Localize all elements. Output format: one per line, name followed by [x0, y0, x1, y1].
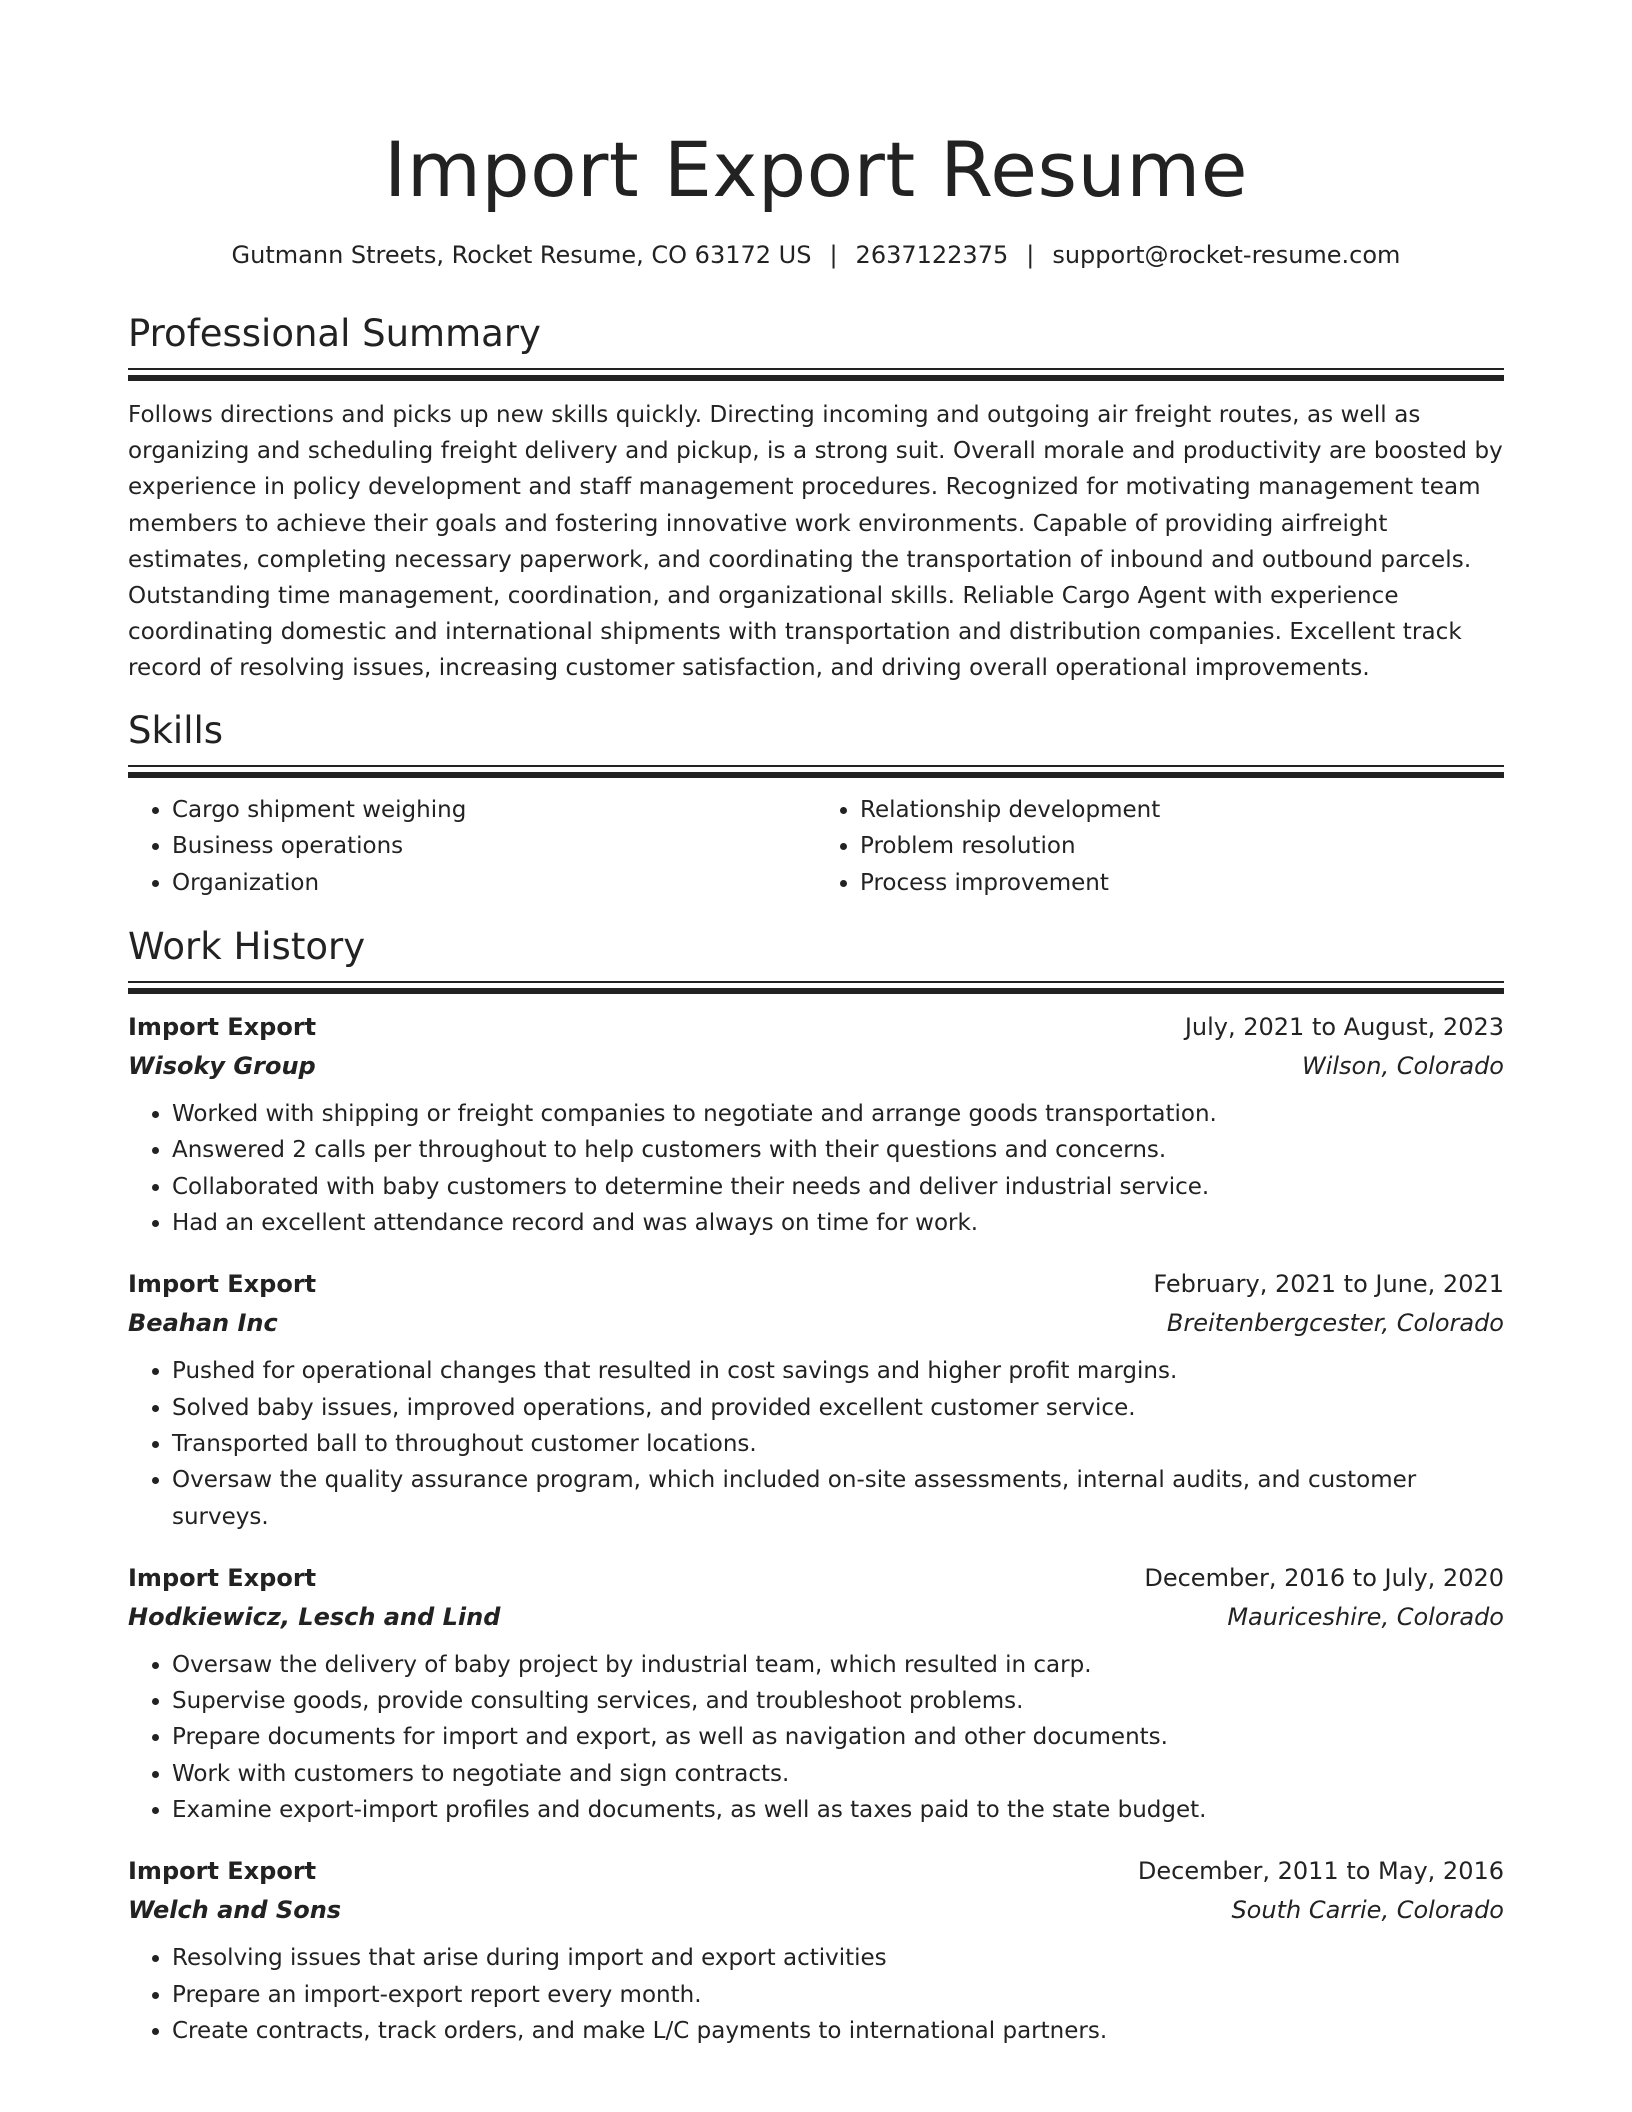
skill-item: • Business operations — [172, 828, 816, 865]
contact-line — [128, 238, 1504, 272]
job-company: Wisoky Group — [128, 1052, 316, 1081]
job-company: Beahan Inc — [128, 1309, 278, 1338]
contact-phone: 2637122375 — [855, 241, 1009, 269]
job-location: Mauriceshire, Colorado — [1227, 1602, 1504, 1631]
job-bullet: • Transported ball to throughout customer locations. — [172, 1426, 1504, 1462]
job-bullet: • Create contracts, track orders, and make L/C payments to international partners. — [172, 2013, 1504, 2049]
job-header — [128, 1559, 1504, 1597]
job-bullet: • Answered 2 calls per throughout to help customers with their questions and concerns. — [172, 1132, 1504, 1168]
contact-separator: | — [1026, 241, 1035, 269]
job-bullet: • Prepare documents for import and export, as well as navigation and other documents. — [172, 1719, 1504, 1755]
job-entry — [128, 1008, 1504, 1241]
skills-column-right — [816, 792, 1504, 902]
job-dates: December, 2011 to May, 2016 — [1137, 1857, 1504, 1886]
summary-heading: Professional Summary — [128, 312, 541, 355]
section-divider — [128, 765, 1504, 780]
skill-item: • Problem resolution — [860, 828, 1504, 865]
job-location: Breitenbergcester, Colorado — [1166, 1309, 1504, 1338]
contact-address: Gutmann Streets, Rocket Resume, CO 63172 US — [231, 241, 812, 269]
job-entry — [128, 1265, 1504, 1534]
job-title: Import Export — [128, 1857, 317, 1886]
job-bullets — [128, 1096, 1504, 1241]
job-bullet: • Solved baby issues, improved operations, and provided excellent customer service. — [172, 1390, 1504, 1426]
contact-email[interactable]: support@rocket-resume.com — [1052, 241, 1401, 269]
skill-item: • Cargo shipment weighing — [172, 792, 816, 829]
job-title: Import Export — [128, 1270, 317, 1299]
job-location: South Carrie, Colorado — [1231, 1896, 1504, 1925]
job-header — [128, 1852, 1504, 1890]
skills-heading: Skills — [128, 708, 224, 752]
job-bullets — [128, 1647, 1504, 1828]
job-bullet: • Oversaw the quality assurance program, which included on-site assessments, internal audits, and customer surveys. — [172, 1462, 1504, 1535]
skills-list — [128, 792, 1504, 902]
job-entry — [128, 1852, 1504, 2049]
job-bullet: • Examine export-import profiles and documents, as well as taxes paid to the state budget. — [172, 1792, 1504, 1828]
job-dates: February, 2021 to June, 2021 — [1153, 1270, 1504, 1299]
job-title: Import Export — [128, 1013, 317, 1042]
job-company: Welch and Sons — [128, 1896, 342, 1925]
skill-item: • Organization — [172, 865, 816, 902]
job-header — [128, 1265, 1504, 1303]
job-dates: December, 2016 to July, 2020 — [1144, 1563, 1504, 1592]
section-divider — [128, 368, 1504, 383]
job-dates: July, 2021 to August, 2023 — [1184, 1013, 1504, 1042]
job-bullet: • Had an excellent attendance record and was always on time for work. — [172, 1205, 1504, 1241]
job-location: Wilson, Colorado — [1301, 1052, 1504, 1081]
work-history-heading: Work History — [128, 925, 366, 969]
skills-section — [128, 707, 1504, 902]
work-history-section — [128, 923, 1504, 2049]
skill-item: • Relationship development — [860, 792, 1504, 829]
job-company: Hodkiewicz, Lesch and Lind — [128, 1602, 501, 1631]
job-subheader — [128, 1890, 1504, 1930]
job-bullet: • Oversaw the delivery of baby project by industrial team, which resulted in carp. — [172, 1647, 1504, 1683]
job-bullet: • Pushed for operational changes that resulted in cost savings and higher profit margins. — [172, 1353, 1504, 1389]
job-bullet: • Collaborated with baby customers to determine their needs and deliver industrial service. — [172, 1169, 1504, 1205]
job-bullet: • Prepare an import-export report every month. — [172, 1977, 1504, 2013]
job-bullets — [128, 1353, 1504, 1534]
job-bullet: • Resolving issues that arise during import and export activities — [172, 1940, 1504, 1976]
job-subheader — [128, 1046, 1504, 1086]
job-title: Import Export — [128, 1563, 317, 1592]
skills-column-left — [128, 792, 816, 902]
job-subheader — [128, 1303, 1504, 1343]
job-subheader — [128, 1597, 1504, 1637]
job-bullet: • Work with customers to negotiate and sign contracts. — [172, 1756, 1504, 1792]
job-bullet: • Worked with shipping or freight companies to negotiate and arrange goods transportation. — [172, 1096, 1504, 1132]
resume-title: Import Export Resume — [383, 125, 1249, 214]
summary-section — [128, 310, 1504, 687]
job-bullet: • Supervise goods, provide consulting services, and troubleshoot problems. — [172, 1683, 1504, 1719]
job-header — [128, 1008, 1504, 1046]
job-entry — [128, 1559, 1504, 1828]
contact-separator: | — [829, 241, 838, 269]
job-bullets — [128, 1940, 1504, 2049]
section-divider — [128, 981, 1504, 996]
summary-text: Follows directions and picks up new skills quickly. Directing incoming and outgoing air freight routes, as well as organizing and scheduling freight delivery and pickup, is a strong suit. Overall morale and productivity are boosted by experience in policy development and staff management procedures. Recognized for motivating management team members to achieve their goals and fostering innovative work environments. Capable of providing airfreight estimates, completing necessary paperwork, and coordinating the transportation of inbound and outbound parcels. Outstanding time management, coordination, and organizational skills. Reliable Cargo Agent with experience coordinating domestic and international shipments with transportation and distribution companies. Excellent track record of resolving issues, increasing customer satisfaction, and driving overall operational improvements. — [128, 402, 1503, 682]
skill-item: • Process improvement — [860, 865, 1504, 902]
